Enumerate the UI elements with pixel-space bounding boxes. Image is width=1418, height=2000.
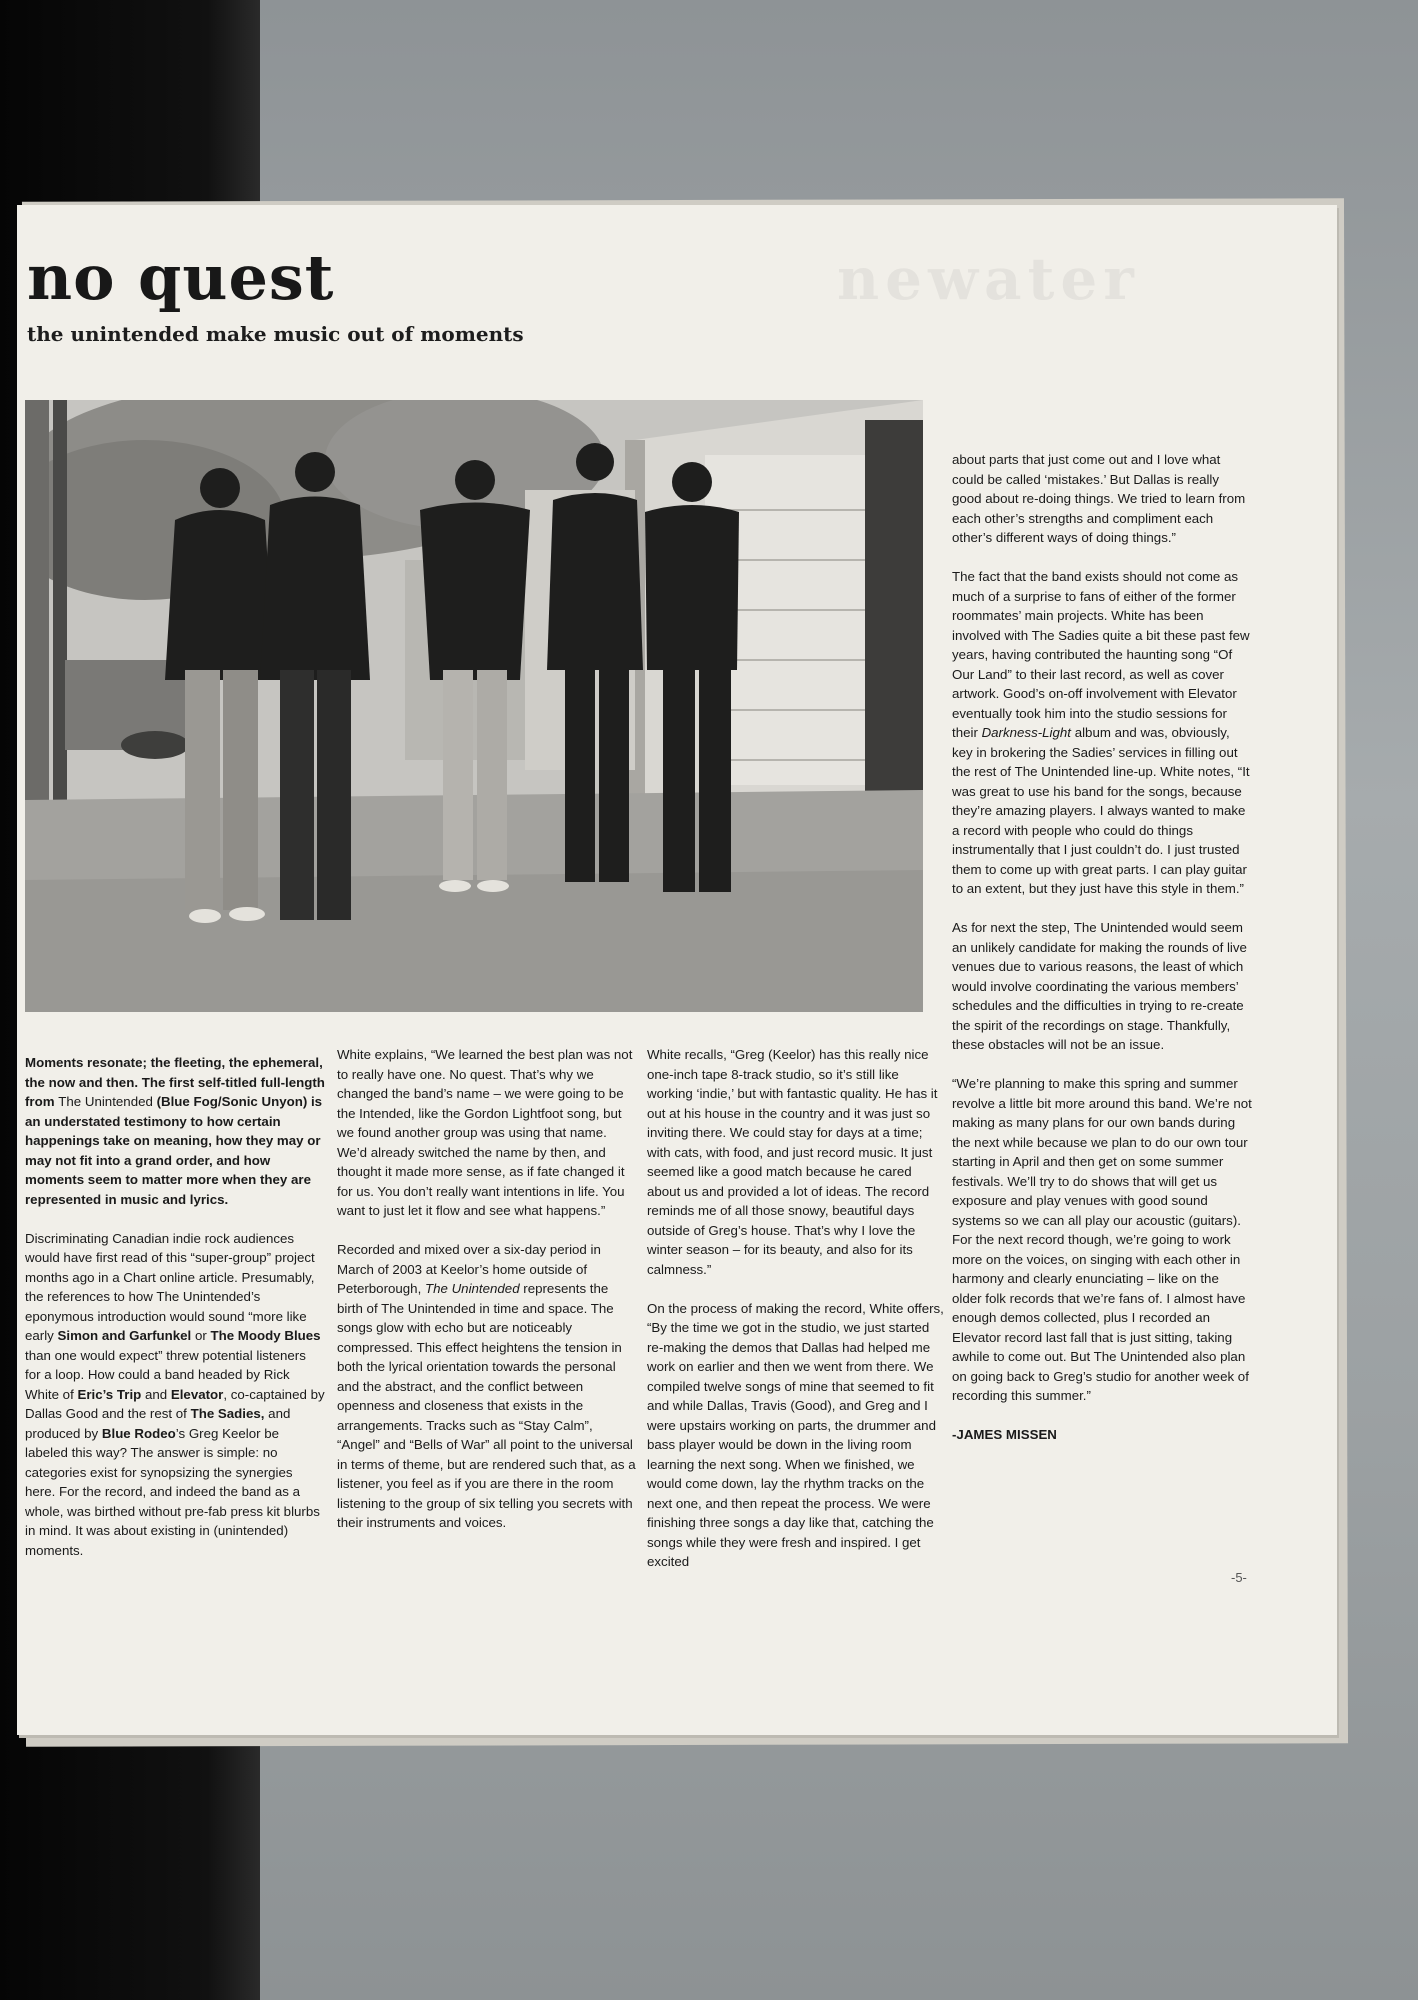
- text-run: and produced by: [25, 1406, 291, 1441]
- text-run: Recorded and mixed over a six-day period in March of 2003 at Keelor’s home outside of Peterborough,: [337, 1242, 601, 1296]
- intro-text-1: Moments resonate; the fleeting, the ephemeral, the now and then. The first self-titled full-length from: [25, 1055, 325, 1109]
- band-name: The Sadies,: [190, 1406, 265, 1421]
- band-photo: [25, 400, 923, 1012]
- body-paragraph: [337, 1240, 637, 1533]
- body-paragraph: On the process of making the record, White offers, “By the time we got in the studio, we just started re-making the demos that Dallas had helped me work on earlier and then we went from there. We compiled twelve songs of mine that seemed to fit and while Dallas, Travis (Good), and Greg and I were upstairs working on parts, the drummer and bass player would be down in the living room learning the next song. When we finished, we would come down, lay the rhythm tracks on the next one, and then repeat the process. We were finishing three songs a day like that, catching the songs while they were fresh and inspired. I get excited: [647, 1300, 944, 1569]
- column-4: [952, 450, 1252, 1464]
- text-run: album and was, obviously, key in brokering the Sadies’ services in filling out the rest of The Unintended line-up. White notes, “It was great to use his band for the songs, because they’re amazing players. I always wanted to make a record with people who could do things instrumentally that I just couldn’t do. I just trusted them to come up with great parts. I can play guitar to an extent, but they just have this style in them.”: [952, 725, 1250, 896]
- article-title: no quest: [27, 241, 335, 314]
- intro-text-2: The Unintended: [58, 1094, 157, 1109]
- body-paragraph: White explains, “We learned the best plan was not to really have one. No quest. That’s why we changed the band’s name – we were going to be the Intended, like the Gordon Lightfoot song, but we found another group was using that name. We’d already switched the name by then, and thought it made more sense, as if fate changed it for us. You don’t really want intentions in life. You want to just let it flow and see what happens.”: [337, 1047, 633, 1218]
- album-title: The Unintended: [424, 1281, 520, 1296]
- column-3: [647, 1045, 947, 1591]
- body-paragraph: [952, 567, 1252, 899]
- band-name: Eric’s Trip: [77, 1386, 142, 1402]
- magazine-page: [17, 205, 1337, 1735]
- body-paragraph: about parts that just come out and I love what could be called ‘mistakes.’ But Dallas is really good about re-doing things. We tried to learn from each other’s strengths and compliment each other’s different ways of doing things.”: [952, 452, 1246, 545]
- byline: -JAMES MISSEN: [952, 1427, 1057, 1442]
- page-number: -5-: [1231, 1570, 1247, 1585]
- intro-text-3: (Blue Fog/Sonic Unyon) is an understated testimony to how certain happenings take on meaning, how they may or may not fit into a grand order, and how moments seem to matter more when they are represented in music and lyrics.: [25, 1094, 323, 1207]
- body-paragraph: “We’re planning to make this spring and summer revolve a little bit more around this band. We’re not making as many plans for our own bands during the next while because we plan to do our own tour starting in April and then get on some summer festivals. We’ll try to do shows that will get us exposure and play venues with good sound systems so we can all play our acoustic (guitars). For the next record though, we’re going to work more on the voices, on singing with each other in harmony and clearly enunciating – like on the older folk records that we’re fans of. I almost have enough demos collected, plus I recorded an Elevator record last fall that is just sitting, taking awhile to come out. But The Unintended also plan on going back to Greg’s studio for another week of recording this summer.”: [952, 1076, 1252, 1403]
- intro-paragraph: [25, 1053, 325, 1209]
- text-run: represents the birth of The Unintended in time and space. The songs glow with echo but are noticeably compressed. This effect heightens the tension in both the lyrical orientation towards the personal and the abstract, and the conflict between openness and closeness that exists in the arrangements. Tracks such as “Stay Calm”, “Angel” and “Bells of War” all point to the universal in terms of theme, but are rendered such that, as a listener, you feel as if you are there in the room listening to the group of six telling you secrets with their instruments and voices.: [337, 1281, 636, 1530]
- band-photo-illustration: [25, 400, 923, 1012]
- text-run: or: [191, 1328, 211, 1343]
- text-run: , co-captained by Dallas Good and the rest of: [25, 1386, 325, 1421]
- body-paragraph: White recalls, “Greg (Keelor) has this really nice one-inch tape 8-track studio, so it’s still like working ‘indie,’ but with fantastic quality. He has it out at his house in the country and it was just so inviting there. We could stay for days at a time; with cats, with food, and just record music. It just seemed like a good match because he cared about us and provided a lot of ideas. The record reminds me of all those snowy, beautiful days outside of Greg’s house. That’s why I love the winter season – for its beauty, and also for its calmness.”: [647, 1047, 938, 1277]
- band-name: Blue Rodeo: [101, 1425, 176, 1441]
- body-paragraph: As for next the step, The Unintended would seem an unlikely candidate for making the rounds of live venues due to various reasons, the least of which would involve coordinating the various members’ schedules and the difficulties in trying to re-create the spirit of the recordings on stage. Thankfully, these obstacles will not be an issue.: [952, 920, 1247, 1052]
- band-name: Elevator: [170, 1386, 224, 1402]
- text-run: Discriminating Canadian indie rock audiences would have first read of this “super-group” project months ago in a Chart online article. Presumably, the references to how The Unintended’s eponymous introduction would sound “more like early: [25, 1230, 315, 1343]
- column-2: [337, 1045, 637, 1552]
- column-1: [25, 1053, 325, 1580]
- body-paragraph: [25, 1229, 325, 1561]
- text-run: than one would expect” threw potential listeners for a loop. How could a band headed by Rick White of: [25, 1347, 306, 1402]
- show-through-text: newater: [837, 245, 1140, 313]
- text-run: The fact that the band exists should not come as much of a surprise to fans of either of the former roommates’ main projects. White has been involved with The Sadies quite a bit these past few years, having contributed the haunting song “Of Our Land” to their last record, as well as cover artwork. Good’s on-off involvement with Elevator eventually took him into the studio sessions for their: [952, 569, 1250, 740]
- text-run: ’s Greg Keelor be labeled this way? The answer is simple: no categories exist for synopsizing the synergies here. For the record, and indeed the band as a whole, was birthed without pre-fab press kit blurbs in mind. It was about existing in (unintended) moments.: [25, 1425, 320, 1558]
- band-name: Simon and Garfunkel: [57, 1328, 192, 1343]
- band-name: The Moody Blues: [210, 1328, 321, 1343]
- album-title: Darkness-Light: [981, 725, 1071, 740]
- article-subtitle: the unintended make music out of moments: [27, 322, 524, 346]
- text-run: and: [141, 1386, 171, 1402]
